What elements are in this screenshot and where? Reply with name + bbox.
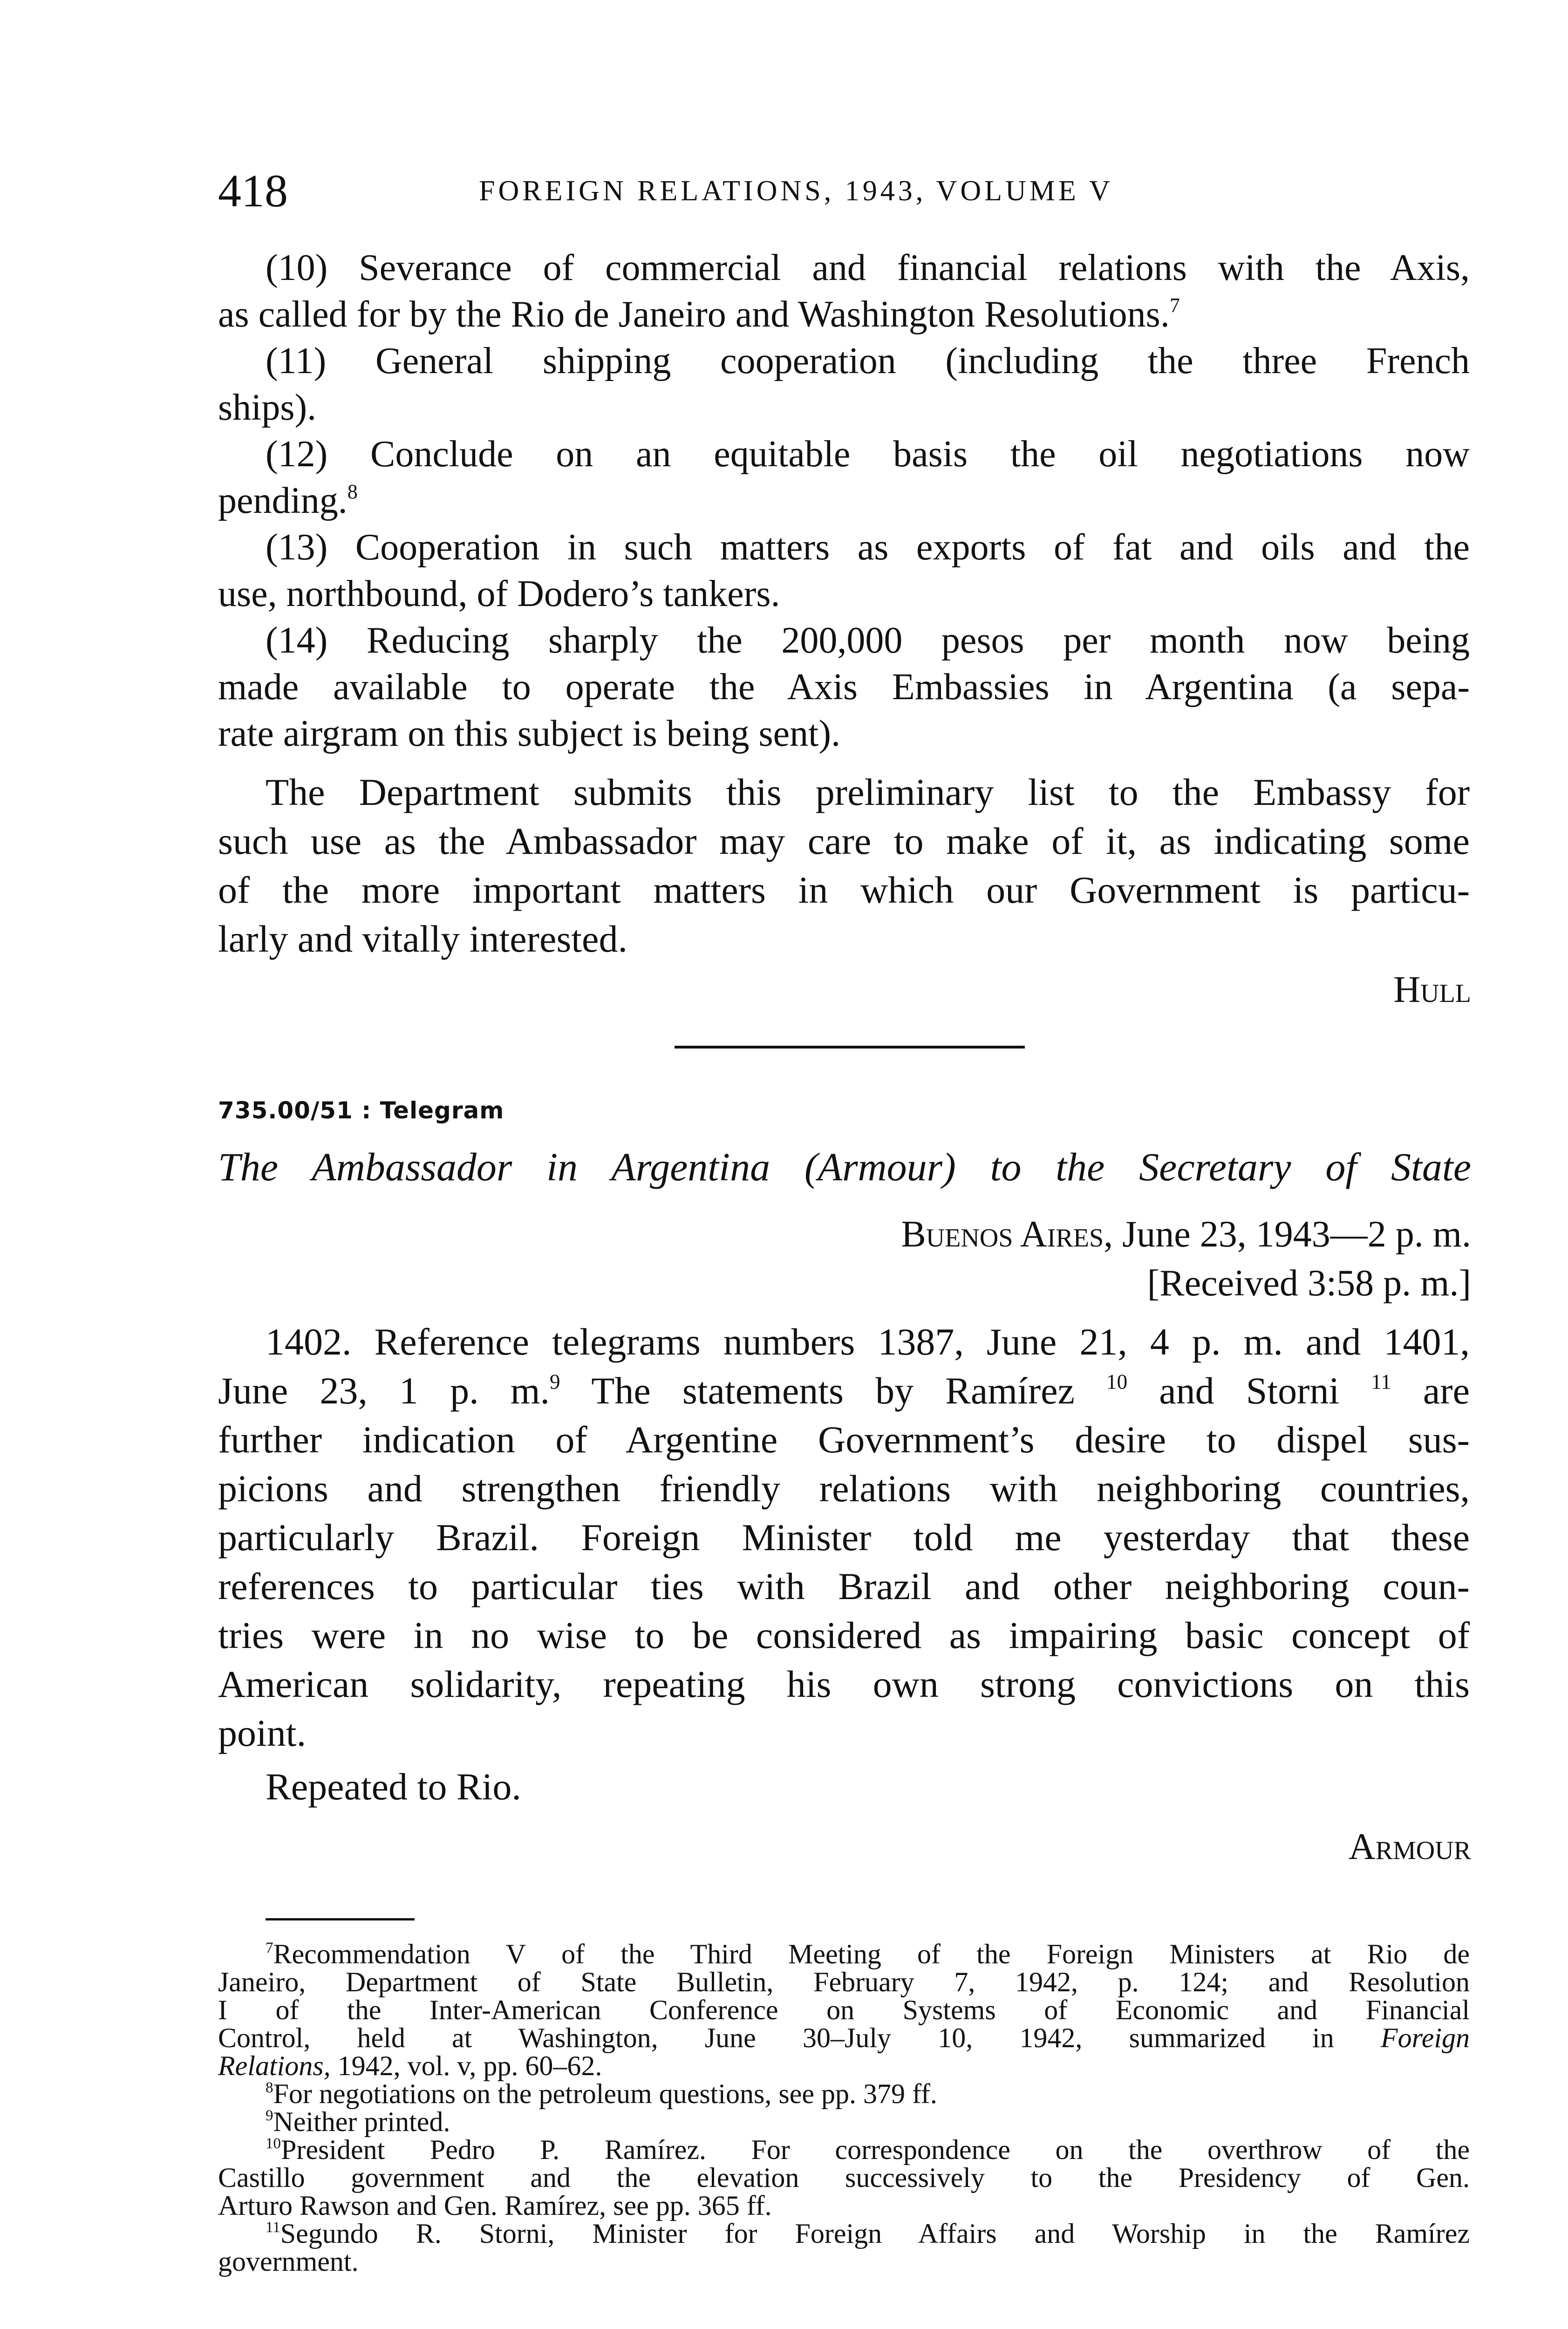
telegram-line-1: 1402. Reference telegrams numbers 1387, June 21, 4 p. m. and 1401, [266,1321,1470,1363]
footnote-ref-7: 7 [1169,294,1180,317]
list-item-10-line-2: as called for by the Rio de Janeiro and Washington Resolutions.$^7$ [218,294,1180,335]
list-item-14-line-3: rate airgram on this subject is being sent). [218,713,840,754]
repeated-note: Repeated to Rio. [266,1765,521,1808]
footnote-9-marker: 9 [266,2107,273,2124]
telegram-line-6: references to particular ties with Brazil and other neighboring coun- [218,1565,1470,1607]
footnote-11-marker: 11 [266,2219,280,2236]
closing-paragraph-line-1: The Department submits this preliminary list to the Embassy for [266,771,1470,813]
telegram-line-2: June 23, 1 p. m.$^9$ The statements by Ramírez $^{10}$ and Storni $^{11}$ are [218,1369,1470,1412]
footnote-ref-10: 10 [1106,1370,1128,1394]
list-item-12-line-2: pending.$^8$ [218,480,358,521]
list-item-14-line-2: made available to operate the Axis Embassies in Argentina (a sepa- [218,667,1470,708]
footnote-ref-11: 11 [1371,1370,1391,1394]
dateline-place: Buenos Aires [901,1214,1104,1255]
signature-armour: Armour [1348,1826,1471,1867]
footnote-8: $^8$For negotiations on the petroleum questions, see pp. 379 ff. [266,2078,937,2109]
footnote-7-marker: 7 [266,1939,273,1956]
footnote-10-line-3: Arturo Rawson and Gen. Ramírez, see pp. 365 ff. [218,2190,772,2221]
list-item-10-line-1: (10) Severance of commercial and financial relations with the Axis, [266,247,1470,288]
closing-paragraph-line-3: of the more important matters in which our Government is particu- [218,869,1470,911]
footnote-divider [266,1918,415,1920]
section-divider [675,1046,1025,1049]
footnote-7-line-5: Relations, 1942, vol. v, pp. 60–62. [218,2050,602,2081]
footnote-11-line-1: $^{11}$Segundo R. Storni, Minister for Foreign Affairs and Worship in the Ramírez [266,2218,1470,2249]
footnote-10-marker: 10 [266,2135,281,2152]
telegram-line-5: particularly Brazil. Foreign Minister told me yesterday that these [218,1516,1470,1559]
footnote-9: $^9$Neither printed. [266,2106,450,2137]
telegram-line-9: point. [218,1712,307,1754]
dateline-date: , June 23, 1943—2 p. m. [1104,1214,1471,1255]
list-item-13-line-2: use, northbound, of Dodero’s tankers. [218,573,780,614]
footnote-ref-8: 8 [347,480,358,504]
telegram-line-7: tries were in no wise to be considered as impairing basic concept of [218,1614,1470,1656]
list-item-13-line-1: (13) Cooperation in such matters as exports of fat and oils and the [266,527,1470,568]
received-time: [Received 3:58 p. m.] [1147,1263,1471,1304]
telegram-line-4: picions and strengthen friendly relations with neighboring countries, [218,1467,1470,1510]
list-item-12-line-1: (12) Conclude on an equitable basis the oil negotiations now [266,434,1470,475]
running-head-title: FOREIGN RELATIONS, 1943, VOLUME V [479,175,1113,207]
footnote-11-line-2: government. [218,2246,359,2277]
list-item-14-line-1: (14) Reducing sharply the 200,000 pesos per month now being [266,620,1470,661]
page-number: 418 [218,165,288,217]
document-title: The Ambassador in Argentina (Armour) to the Secretary of State [218,1144,1471,1189]
dateline [901,1216,1471,1253]
document-file-number: 735.00/51 : Telegram [218,1097,504,1124]
list-item-11-line-1: (11) General shipping cooperation (including the three French [266,340,1470,381]
telegram-line-3: further indication of Argentine Government’s desire to dispel sus- [218,1418,1470,1461]
running-header [218,163,1471,219]
footnote-7-line-2: Janeiro, Department of State Bulletin, February 7, 1942, p. 124; and Resolution [218,1967,1470,1997]
closing-paragraph-line-4: larly and vitally interested. [218,918,627,960]
footnote-7-line-4: Control, held at Washington, June 30–July 10, 1942, summarized in Foreign [218,2023,1470,2053]
footnote-7-line-1: $^7$Recommendation V of the Third Meeting of the Foreign Ministers at Rio de [266,1939,1470,1969]
footnote-10-line-1: $^{10}$President Pedro P. Ramírez. For correspondence on the overthrow of the [266,2134,1470,2165]
list-item-11-line-2: ships). [218,387,317,428]
footnote-7-line-3: I of the Inter-American Conference on Systems of Economic and Financial [218,1995,1470,2025]
telegram-line-8: American solidarity, repeating his own strong convictions on this [218,1663,1470,1705]
footnote-10-line-2: Castillo government and the elevation successively to the Presidency of Gen. [218,2162,1470,2193]
footnote-ref-9: 9 [550,1370,560,1394]
closing-paragraph-line-2: such use as the Ambassador may care to make of it, as indicating some [218,820,1470,862]
signature-hull: Hull [1393,969,1471,1010]
footnote-8-marker: 8 [266,2079,273,2096]
